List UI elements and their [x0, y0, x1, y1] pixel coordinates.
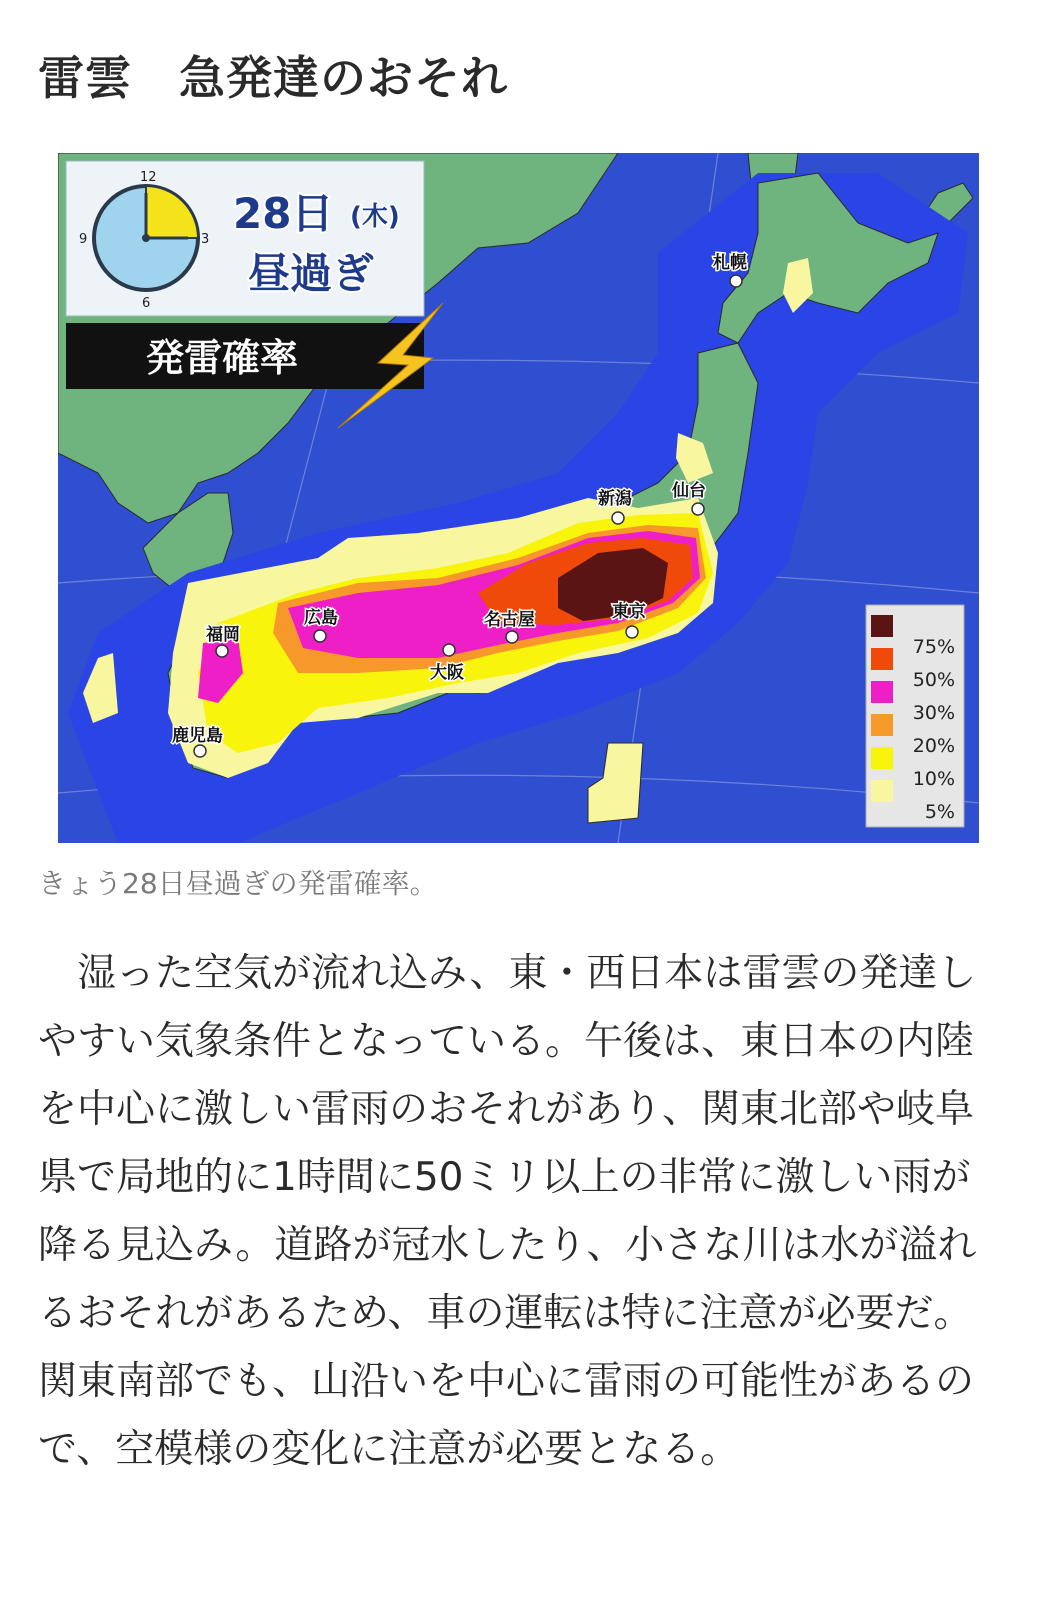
legend-label: 30%	[912, 702, 955, 724]
clock-number-12: 12	[140, 170, 157, 185]
legend-swatch	[871, 648, 893, 670]
legend-swatch	[871, 714, 893, 736]
city-label-fukuoka: 福岡	[206, 625, 240, 645]
legend-swatch	[871, 780, 893, 802]
legend-label: 75%	[912, 636, 955, 658]
legend-swatch	[871, 681, 893, 703]
legend-label: 20%	[912, 735, 955, 757]
legend-swatch	[871, 747, 893, 769]
city-label-osaka: 大阪	[430, 663, 464, 683]
legend-label: 50%	[912, 669, 955, 691]
clock-number-9: 9	[79, 232, 88, 247]
city-label-niigata: 新潟	[598, 489, 632, 509]
map-caption: きょう28日昼過ぎの発雷確率。	[38, 867, 438, 900]
article-body: 湿った空気が流れ込み、東・西日本は雷雲の発達しやすい気象条件となっている。午後は、東日本の内陸を中心に激しい雷雨のおそれがあり、関東北部や岐阜県で局地的に1時間に50ミリ以上の非常に激しい雨が降る見込み。道路が冠水したり、小さな川は水が溢れるおそれがあるため、車の運転は特に注意が必要だ。関東南部でも、山沿いを中心に雷雨の可能性があるので、空模様の変化に注意が必要となる。	[38, 951, 977, 1472]
city-label-sapporo: 札幌	[713, 253, 747, 273]
city-label-tokyo: 東京	[612, 602, 646, 622]
time-label: 昼過ぎ	[248, 249, 375, 298]
city-label-kagoshima: 鹿児島	[172, 726, 223, 746]
legend-label: 10%	[912, 768, 955, 790]
clock-number-6: 6	[142, 296, 151, 311]
time-box	[66, 161, 424, 316]
map-title: 発雷確率	[146, 336, 299, 380]
weekday-label: (木)	[350, 202, 400, 232]
city-label-sendai: 仙台	[672, 481, 706, 501]
legend-swatch	[871, 615, 893, 637]
city-label-nagoya: 名古屋	[484, 610, 535, 630]
legend	[866, 605, 964, 827]
legend-label: 5%	[924, 801, 955, 823]
thunder-probability-map	[58, 153, 979, 843]
headline: 雷雲 急発達のおそれ	[38, 51, 508, 105]
date-label: 28日	[233, 189, 334, 238]
city-label-hiroshima: 広島	[304, 608, 338, 628]
clock-number-3: 3	[201, 232, 210, 247]
